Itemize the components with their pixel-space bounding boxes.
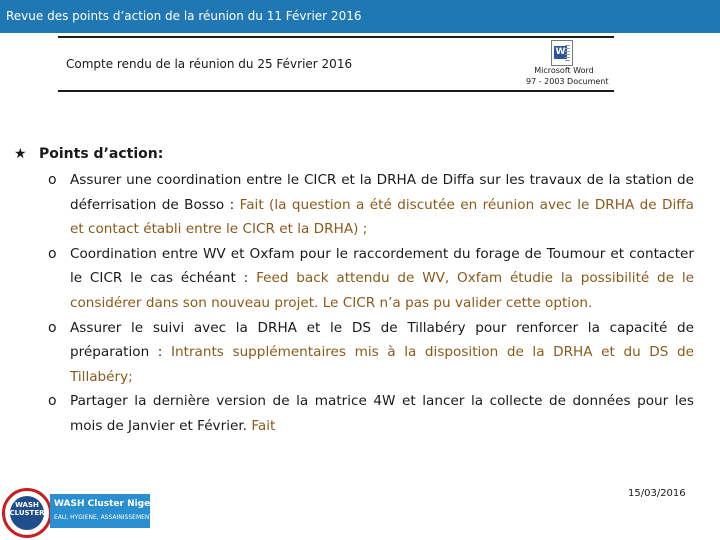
- list-item: [14, 168, 704, 242]
- word-document-icon: W: [551, 40, 573, 66]
- list-item: [14, 389, 704, 438]
- item-text: Assurer une coordination entre le CICR et la DRHA de Diffa sur les travaux de la station de déferrisation de Bosso :: [70, 172, 694, 213]
- item-status: Fait: [251, 417, 276, 434]
- action-points: [14, 146, 704, 439]
- wash-seal-icon: WASH CLUSTER: [2, 488, 52, 538]
- circle-bullet-icon: o: [48, 172, 57, 188]
- embedded-caption: Compte rendu de la réunion du 25 Février 2016: [66, 57, 353, 71]
- points-heading: Points d’action:: [39, 146, 164, 162]
- doc-label-version: 97 - 2003 Document: [526, 77, 609, 86]
- circle-bullet-icon: o: [48, 319, 57, 336]
- logo-subtitle: EAU, HYGIENE, ASSAINISSEMENT: [54, 514, 154, 521]
- item-status: Intrants supplémentaires mis à la disposition de la DRHA et du DS de Tillabéry;: [70, 344, 694, 385]
- title-bar: [0, 0, 720, 33]
- logo-title: WASH Cluster Niger: [54, 499, 155, 509]
- embedded-word-object[interactable]: [526, 40, 609, 88]
- list-item: [14, 316, 704, 390]
- item-text: Partager la dernière version de la matrice 4W et lancer la collecte de données pour les mois de Janvier et Février.: [70, 393, 694, 434]
- slide-title: Revue des points d’action de la réunion du 11 Février 2016: [6, 9, 362, 23]
- item-text: Assurer le suivi avec la DRHA et le DS de Tillabéry pour renforcer la capacité de préparation :: [70, 319, 694, 361]
- circle-bullet-icon: o: [48, 393, 57, 410]
- list-item: [14, 242, 704, 316]
- item-text: Coordination entre WV et Oxfam pour le raccordement du forage de Toumour et contacter le CICR le cas échéant :: [70, 245, 694, 287]
- star-bullet-icon: ★: [14, 146, 27, 162]
- embedded-document-box: [58, 36, 614, 92]
- circle-bullet-icon: o: [48, 245, 57, 262]
- item-status: Fait (la question a été discutée en réunion avec le DRHA de Diffa et contact établi entre le CICR et la DRHA) ;: [70, 196, 694, 238]
- doc-label-app: Microsoft Word: [534, 66, 594, 75]
- wash-cluster-logo: [2, 488, 155, 538]
- slide-date: 15/03/2016: [628, 488, 686, 499]
- item-status: Feed back attendu de WV, Oxfam étudie la possibilité de le considérer dans son nouveau projet. Le CICR n’a pas pu valider cette option.: [70, 270, 694, 311]
